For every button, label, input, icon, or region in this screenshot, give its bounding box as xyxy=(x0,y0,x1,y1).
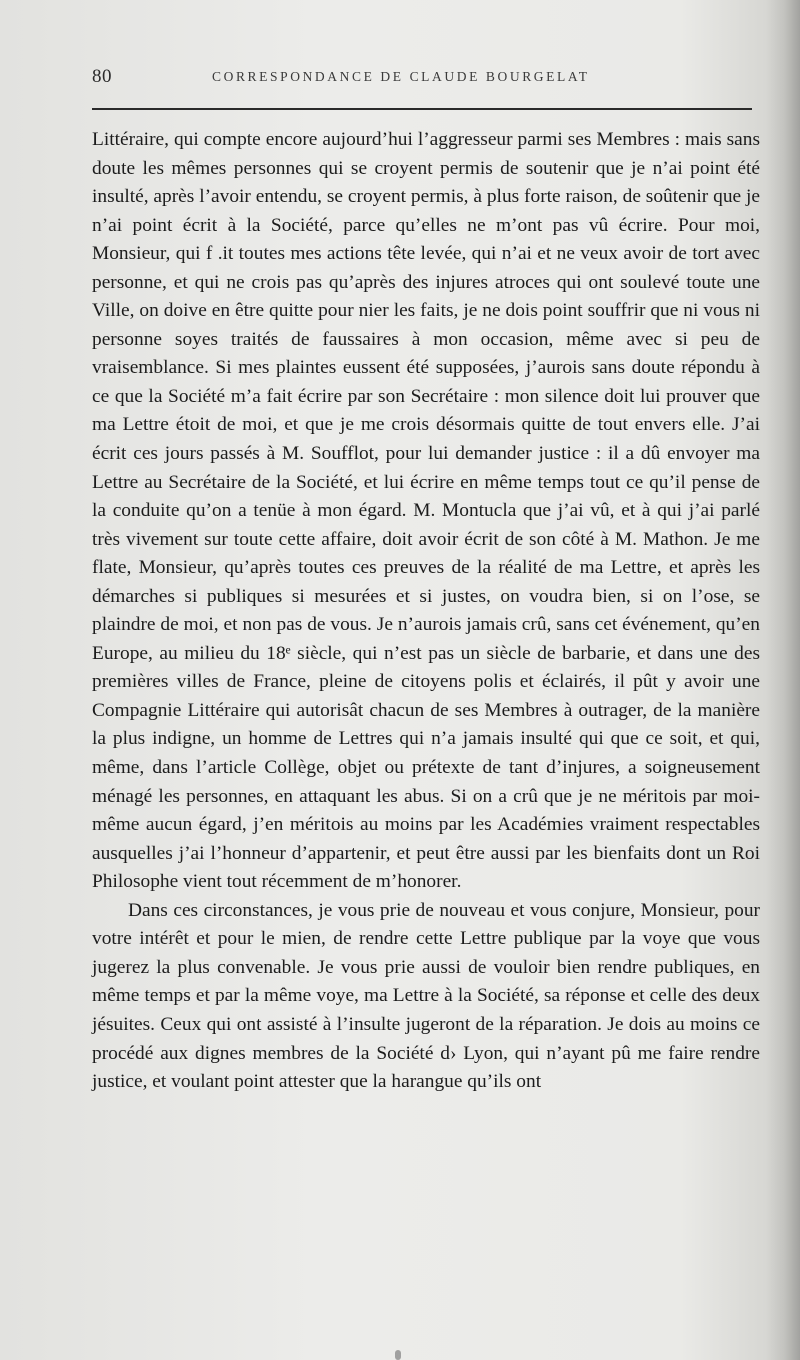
page-header xyxy=(92,66,752,94)
paragraph-1: Littéraire, qui compte encore aujourd’hui l’aggresseur parmi ses Membres : mais sans doute les mêmes personnes qui se croyent permis de soutenir que je n’ai point été insulté, après l’avoir entendu, se croyent permis, à plus forte raison, de soûtenir que je n’ai point écrit à la Société, parce qu’elles ne m’ont pas vû écrire. Pour moi, Monsieur, qui f .it toutes mes actions tête levée, qui n’ai et ne veux avoir de tort avec personne, et qui ne crois pas qu’après des injures atroces qui ont soulevé toute une Ville, on doive en être quitte pour nier les faits, je ne dois point souffrir que ni vous ni personne soyes traités de faussaires à mon occasion, même avec si peu de vraisemblance. Si mes plaintes eussent été supposées, j’aurois sans doute répondu à ce que la Société m’a fait écrire par son Secrétaire : mon silence doit lui prouver que ma Lettre étoit de moi, et que je me crois désormais quitte de tout envers elle. J’ai écrit ces jours passés à M. Soufflot, pour lui demander justice : il a dû envoyer ma Lettre au Secrétaire de la Société, et lui écrire en même temps tout ce qu’il pense de la conduite qu’on a tenüe à mon égard. M. Montucla que j’ai vû, et à qui j’ai parlé très vivement sur toute cette affaire, doit avoir écrit de son côté à M. Mathon. Je me flate, Monsieur, qu’après toutes ces preuves de la réalité de ma Lettre, et après les démarches si publiques si mesurées et si justes, on voudra bien, si on l’ose, se plaindre de moi, et non pas de vous. Je n’aurois jamais crû, sans cet événement, qu’en Europe, au milieu du 18ᵉ siècle, qui n’est pas un siècle de barbarie, et dans une des premières villes de France, pleine de citoyens polis et éclairés, il pût y avoir une Compagnie Littéraire qui autorisât chacun de ses Membres à outrager, de la manière la plus indigne, un homme de Lettres qui n’a jamais insulté qui que ce soit, et qui, même, dans l’article Collège, objet ou prétexte de tant d’injures, a soigneusement ménagé les personnes, en attaquant les abus. Si on a crû que je ne méritois par moi-même aucun égard, j’en méritois au moins par les Académies vraiment respectables ausquelles j’ai l’honneur d’appartenir, et peut être aussi par les bienfaits dont un Roi Philosophe vient tout récemment de m’honorer. xyxy=(92,129,760,893)
print-smudge xyxy=(395,1350,401,1360)
page-edge-shadow xyxy=(766,0,800,1360)
paragraph-2: Dans ces circonstances, je vous prie de nouveau et vous conjure, Monsieur, pour votre intérêt et pour le mien, de rendre cette Lettre publique par la voye que vous jugerez la plus convenable. Je vous prie aussi de vouloir bien rendre publiques, en même temps et par la même voye, ma Lettre à la Société, sa réponse et celle des deux jésuites. Ceux qui ont assisté à l’insulte jugeront de la réparation. Je dois au moins ce procédé aux dignes membres de la Société d› Lyon, qui n’ayant pû me faire rendre justice, et voulant point attester que la harangue qu’ils ont xyxy=(92,899,760,1093)
running-title: CORRESPONDANCE DE CLAUDE BOURGELAT xyxy=(212,69,590,84)
header-rule xyxy=(92,108,752,110)
letter-body xyxy=(92,126,760,1097)
page-number: 80 xyxy=(92,66,112,87)
